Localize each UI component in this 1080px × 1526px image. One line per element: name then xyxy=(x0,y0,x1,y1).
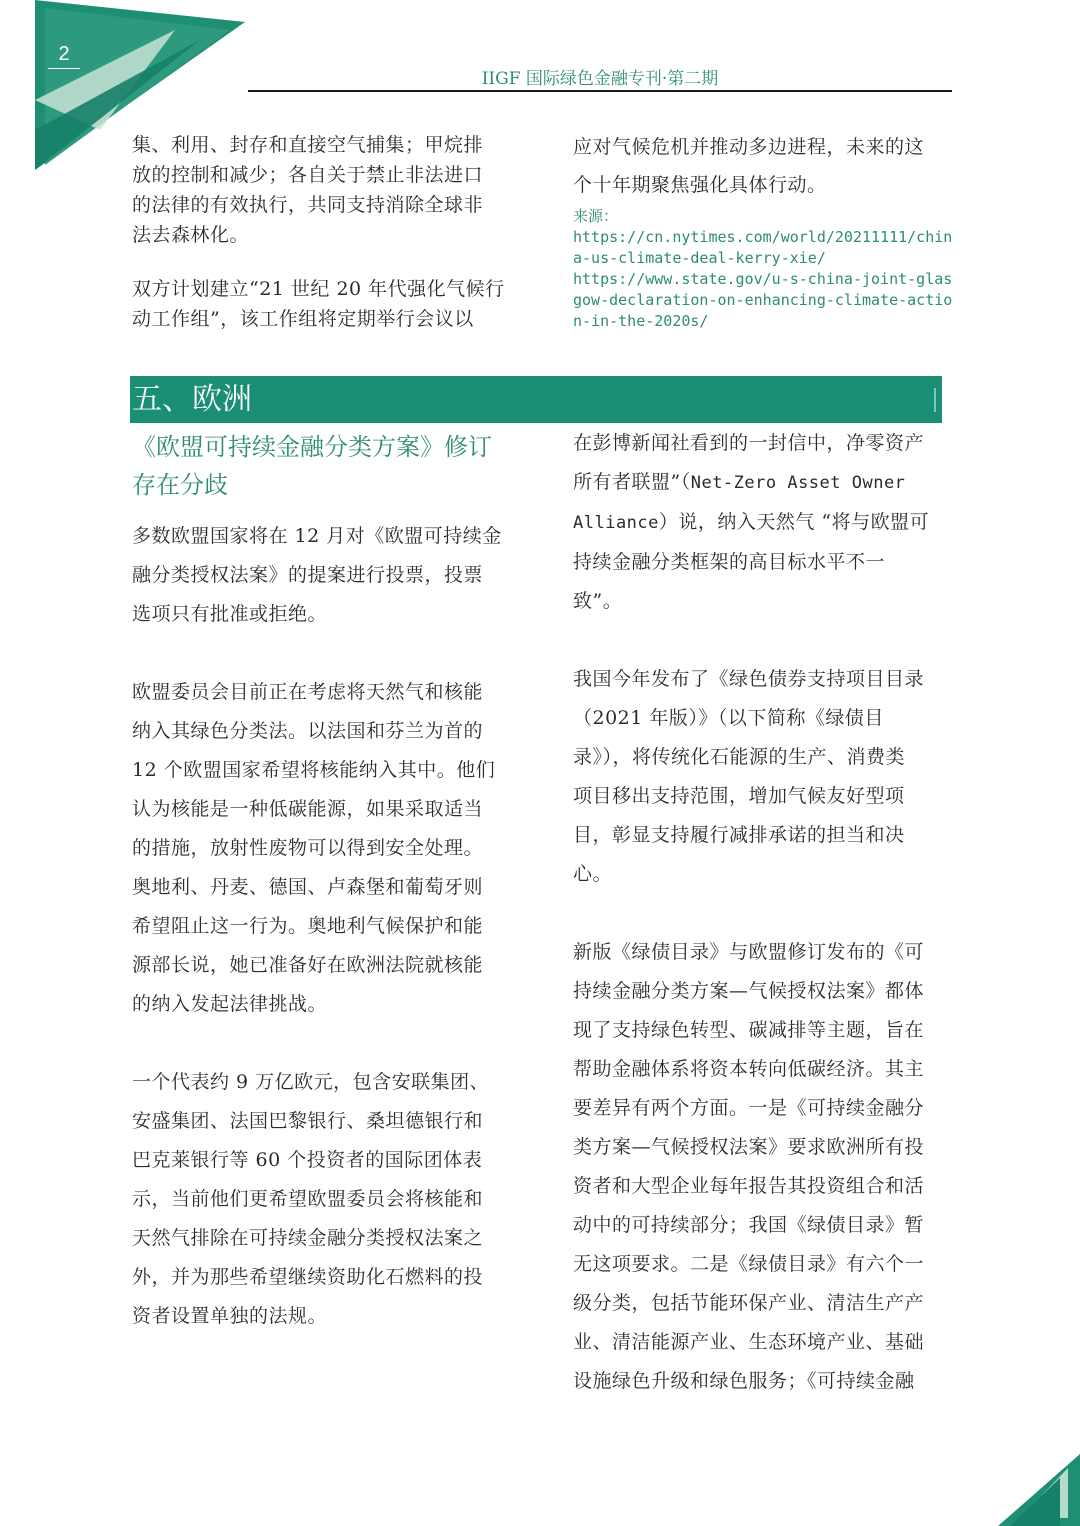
text-line: 现了支持绿色转型、碳减排等主题，旨在 xyxy=(573,1019,925,1041)
text-line: 欧盟委员会目前正在考虑将天然气和核能 xyxy=(132,681,484,703)
text-line: 持续金融分类方案—气候授权法案》都体 xyxy=(573,980,925,1002)
text-line: 的法律的有效执行，共同支持消除全球非 xyxy=(132,194,484,216)
text-line: 巴克莱银行等 60 个投资者的国际团体表 xyxy=(132,1149,483,1171)
text-line: 的措施，放射性废物可以得到安全处理。 xyxy=(132,837,484,859)
text-line: 集、利用、封存和直接空气捕集；甲烷排 xyxy=(132,134,484,156)
text-line: 12 个欧盟国家希望将核能纳入其中。他们 xyxy=(132,759,496,781)
text-line: 认为核能是一种低碳能源，如果采取适当 xyxy=(132,798,484,820)
text-line: 源部长说，她已准备好在欧洲法院就核能 xyxy=(132,954,484,976)
page-number: 2 xyxy=(48,42,80,69)
text-line: 一个代表约 9 万亿欧元，包含安联集团、 xyxy=(132,1071,490,1093)
text-line: 双方计划建立“21 世纪 20 年代强化气候行 xyxy=(132,278,505,300)
right-column-body xyxy=(573,424,948,1401)
journal-title: IIGF 国际绿色金融专刊·第二期 xyxy=(481,69,719,89)
text-line: 示，当前他们更希望欧盟委员会将核能和 xyxy=(132,1188,484,1210)
header-divider xyxy=(248,90,952,92)
left-column-body xyxy=(132,517,507,1336)
text-line: 业、清洁能源产业、生态环境产业、基础 xyxy=(573,1331,925,1353)
text-line: 帮助金融体系将资本转向低碳经济。其主 xyxy=(573,1058,925,1080)
corner-decoration-bottom-right xyxy=(980,1426,1080,1526)
source-link-state-gov[interactable]: https://www.state.gov/u-s-china-joint-glasgow-declaration-on-enhancing-climate-action-in-the-2020s/ xyxy=(573,270,953,330)
section-title: 五、欧洲 xyxy=(132,382,252,417)
text-line: 在彭博新闻社看到的一封信中，净零资产 xyxy=(573,432,925,454)
text-line: 类方案—气候授权法案》要求欧洲所有投 xyxy=(573,1136,925,1158)
text-line: 应对气候危机并推动多边进程，未来的这 xyxy=(573,136,925,158)
text-line: 动中的可持续部分；我国《绿债目录》暂 xyxy=(573,1214,925,1236)
text-line: 动工作组”，该工作组将定期举行会议以 xyxy=(132,308,474,330)
text-line: 心。 xyxy=(573,863,613,885)
top-right-text xyxy=(573,128,948,204)
text-line: 安盛集团、法国巴黎银行、桑坦德银行和 xyxy=(132,1110,484,1132)
text-line xyxy=(573,503,948,543)
text-fragment: 所有者联盟”（ xyxy=(573,471,691,493)
text-line: 纳入其绿色分类法。以法国和芬兰为首的 xyxy=(132,720,484,742)
text-line: 资者和大型企业每年报告其投资组合和活 xyxy=(573,1175,925,1197)
text-line: 无这项要求。二是《绿债目录》有六个一 xyxy=(573,1253,925,1275)
text-line: 录》），将传统化石能源的生产、消费类 xyxy=(573,746,906,768)
text-line: 设施绿色升级和绿色服务；《可持续金融 xyxy=(573,1370,915,1392)
text-fragment-latin: Alliance xyxy=(573,513,659,533)
text-line: 外，并为那些希望继续资助化石燃料的投 xyxy=(132,1266,484,1288)
text-line: 法去森林化。 xyxy=(132,224,250,246)
article-subheading: 《欧盟可持续金融分类方案》修订存在分歧 xyxy=(132,433,492,499)
text-fragment-latin: Net-Zero Asset Owner xyxy=(690,473,906,493)
section-bar-tick xyxy=(934,388,936,412)
text-line: 项目移出支持范围，增加气候友好型项 xyxy=(573,785,905,807)
section-heading-bar xyxy=(130,376,942,423)
text-line: 致”。 xyxy=(573,590,623,612)
text-line: 放的控制和减少；各自关于禁止非法进口 xyxy=(132,164,484,186)
text-line: 持续金融分类框架的高目标水平不一 xyxy=(573,551,886,573)
text-line: 的纳入发起法律挑战。 xyxy=(132,993,328,1015)
text-line: 个十年期聚焦强化具体行动。 xyxy=(573,174,827,196)
text-line: 融分类授权法案》的提案进行投票，投票 xyxy=(132,564,484,586)
text-line: 要差异有两个方面。一是《可持续金融分 xyxy=(573,1097,925,1119)
text-line: 希望阻止这一行为。奥地利气候保护和能 xyxy=(132,915,484,937)
text-line: 天然气排除在可持续金融分类授权法案之 xyxy=(132,1227,484,1249)
text-line: （2021 年版）》（以下简称《绿债目 xyxy=(573,707,884,729)
text-line: 奥地利、丹麦、德国、卢森堡和葡萄牙则 xyxy=(132,876,484,898)
text-line: 我国今年发布了《绿色债券支持项目目录 xyxy=(573,668,925,690)
top-left-text xyxy=(132,130,507,334)
source-label: 来源： xyxy=(573,207,619,225)
text-line xyxy=(573,463,948,503)
sources-block xyxy=(573,206,953,332)
text-line: 多数欧盟国家将在 12 月对《欧盟可持续金 xyxy=(132,525,502,547)
text-line: 目，彰显支持履行减排承诺的担当和决 xyxy=(573,824,905,846)
text-fragment: ）说，纳入天然气 “将与欧盟可 xyxy=(658,511,930,533)
text-line: 选项只有批准或拒绝。 xyxy=(132,603,328,625)
text-line: 资者设置单独的法规。 xyxy=(132,1305,328,1327)
text-line: 级分类，包括节能环保产业、清洁生产产 xyxy=(573,1292,925,1314)
text-line: 新版《绿债目录》与欧盟修订发布的《可 xyxy=(573,941,925,963)
source-link-nytimes[interactable]: https://cn.nytimes.com/world/20211111/china-us-climate-deal-kerry-xie/ xyxy=(573,228,953,267)
